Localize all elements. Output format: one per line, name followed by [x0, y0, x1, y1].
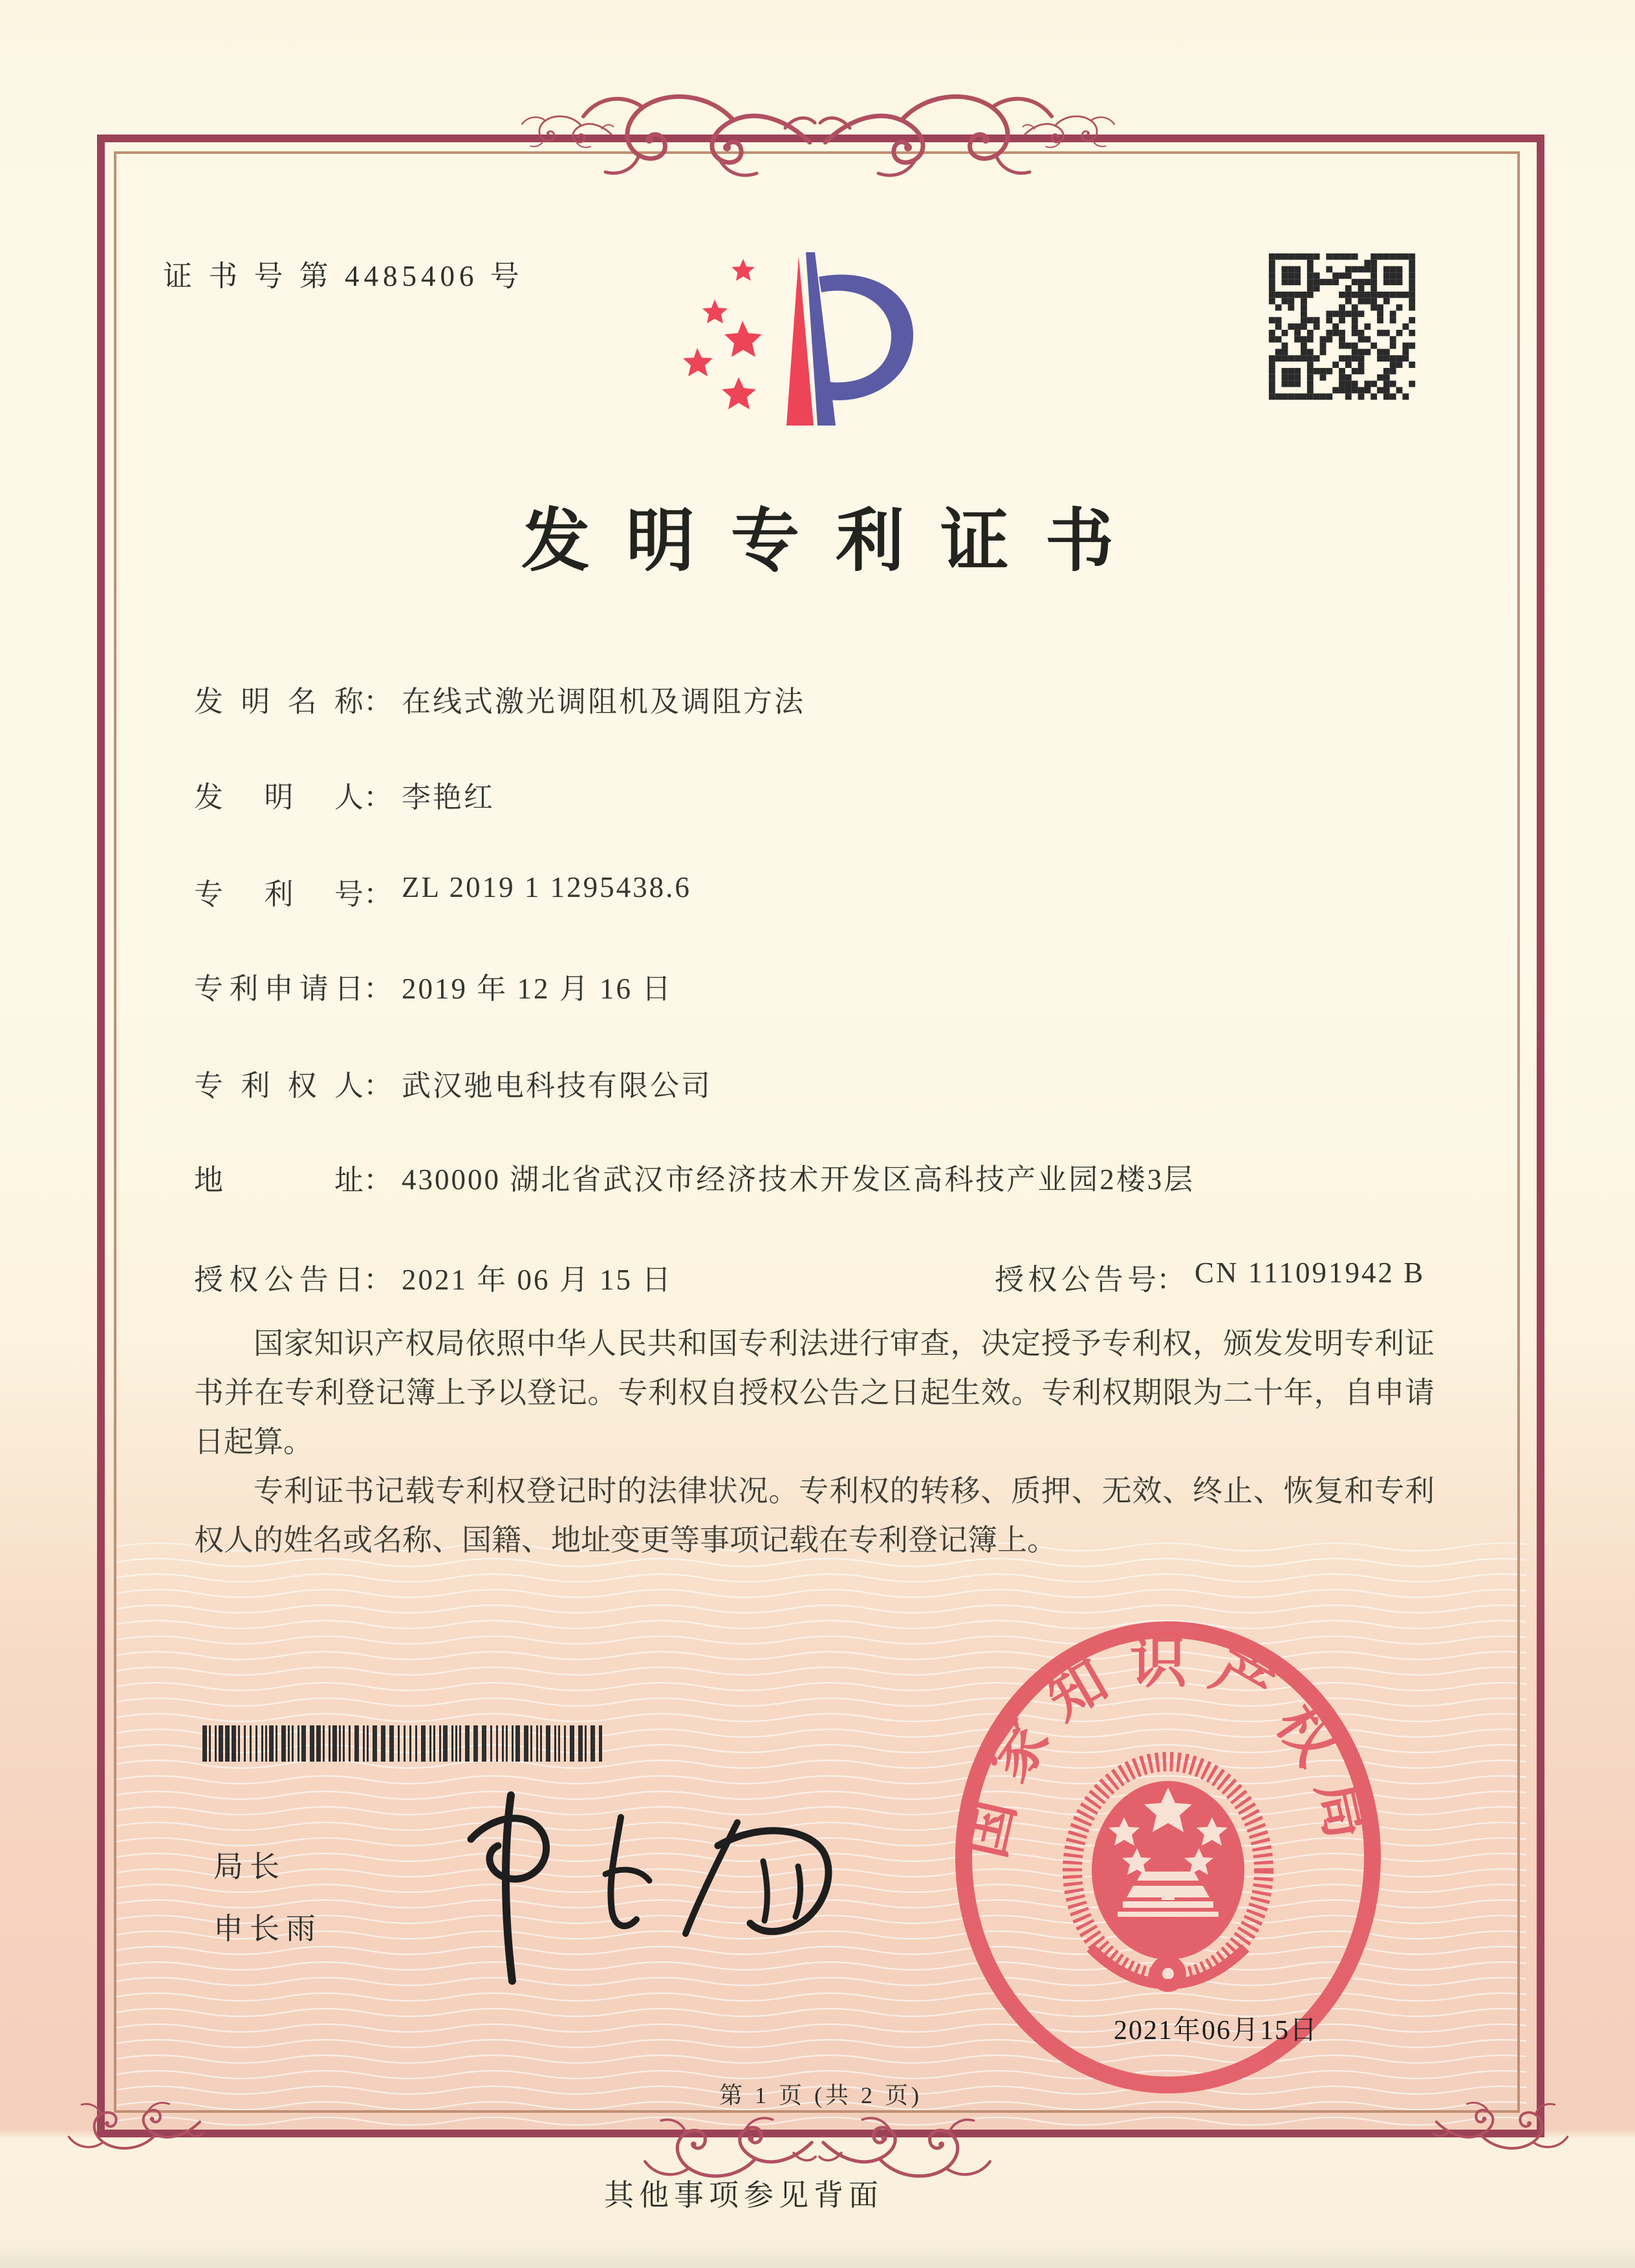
logo-p-bowl: [819, 275, 913, 400]
field-row-patent-number: 专利号： ZL 2019 1 1295438.6: [194, 870, 1488, 913]
top-side-ornament-right: [1022, 109, 1119, 154]
field-value: 李艳红: [402, 781, 495, 814]
field-label: 专利申请日: [194, 973, 363, 1005]
field-label: 授权公告号: [995, 1264, 1156, 1296]
logo-stars: [683, 259, 762, 409]
legal-text: [194, 1319, 1435, 1565]
field-row-invention-name: 发明名称： 在线式激光调阻机及调阻方法: [194, 678, 1488, 720]
seal-national-emblem-icon: [1072, 1762, 1264, 1992]
field-value: CN 111091942 B: [1195, 1257, 1425, 1289]
field-label: 授权公告日: [194, 1264, 363, 1296]
seal-date: 2021年06月15日: [1113, 2016, 1318, 2046]
field-value: 430000 湖北省武汉市经济技术开发区高科技产业园2楼3层: [402, 1163, 1195, 1196]
legal-paragraph-2: 专利证书记载专利权登记时的法律状况。专利权的转移、质押、无效、终止、恢复和专利权人的姓名或名称、国籍、地址变更等事项记载在专利登记簿上。: [194, 1474, 1435, 1557]
field-row-patentee: 专利权人： 武汉驰电科技有限公司: [194, 1062, 1488, 1104]
field-label: 发明名称: [194, 686, 363, 718]
field-label: 地址: [194, 1164, 363, 1196]
legal-paragraph-1: 国家知识产权局依照中华人民共和国专利法进行审查，决定授予专利权，颁发发明专利证书并在专利登记簿上予以登记。专利权自授权公告之日起生效。专利权期限为二十年，自申请日起算。: [194, 1327, 1435, 1458]
field-value: 2021 年 06 月 15 日: [402, 1264, 673, 1296]
field-label: 发明人: [194, 781, 363, 814]
field-value: 在线式激光调阻机及调阻方法: [402, 686, 806, 718]
field-row-grant: 授权公告日： 2021 年 06 月 15 日 授权公告号： CN 111091942 B: [194, 1256, 1488, 1298]
field-label: 专利权人: [194, 1070, 363, 1102]
field-value: 武汉驰电科技有限公司: [402, 1070, 713, 1102]
director-signature-handwriting: [414, 1784, 860, 1997]
top-side-ornament-left: [517, 109, 614, 154]
director-title: 局长: [213, 1850, 286, 1883]
field-value: 2019 年 12 月 16 日: [402, 973, 673, 1005]
certificate-title: 发明专利证书: [521, 504, 1150, 579]
field-value: ZL 2019 1 1295438.6: [402, 871, 691, 903]
field-row-address: 地址： 430000 湖北省武汉市经济技术开发区高科技产业园2楼3层: [194, 1156, 1488, 1203]
grant-number-group: 授权公告号： CN 111091942 B: [995, 1256, 1425, 1298]
seal-agency-text: 国家知识产权局: [953, 1632, 1383, 1864]
director-name: 申长雨: [213, 1912, 322, 1945]
back-note: 其他事项参见背面: [604, 2179, 883, 2212]
page-number: 第 1 页 (共 2 页): [719, 2082, 922, 2108]
field-label: 专利号: [194, 878, 363, 911]
qr-code: [1262, 247, 1422, 406]
field-row-inventor: 发明人： 李艳红: [194, 773, 1488, 815]
top-border-ornament: [572, 76, 1063, 199]
cnipa-logo-icon: [666, 238, 931, 432]
certificate-number: 证 书 号 第 4485406 号: [163, 260, 524, 292]
field-row-filing-date: 专利申请日： 2019 年 12 月 16 日: [194, 965, 1488, 1007]
barcode: [202, 1725, 602, 1762]
